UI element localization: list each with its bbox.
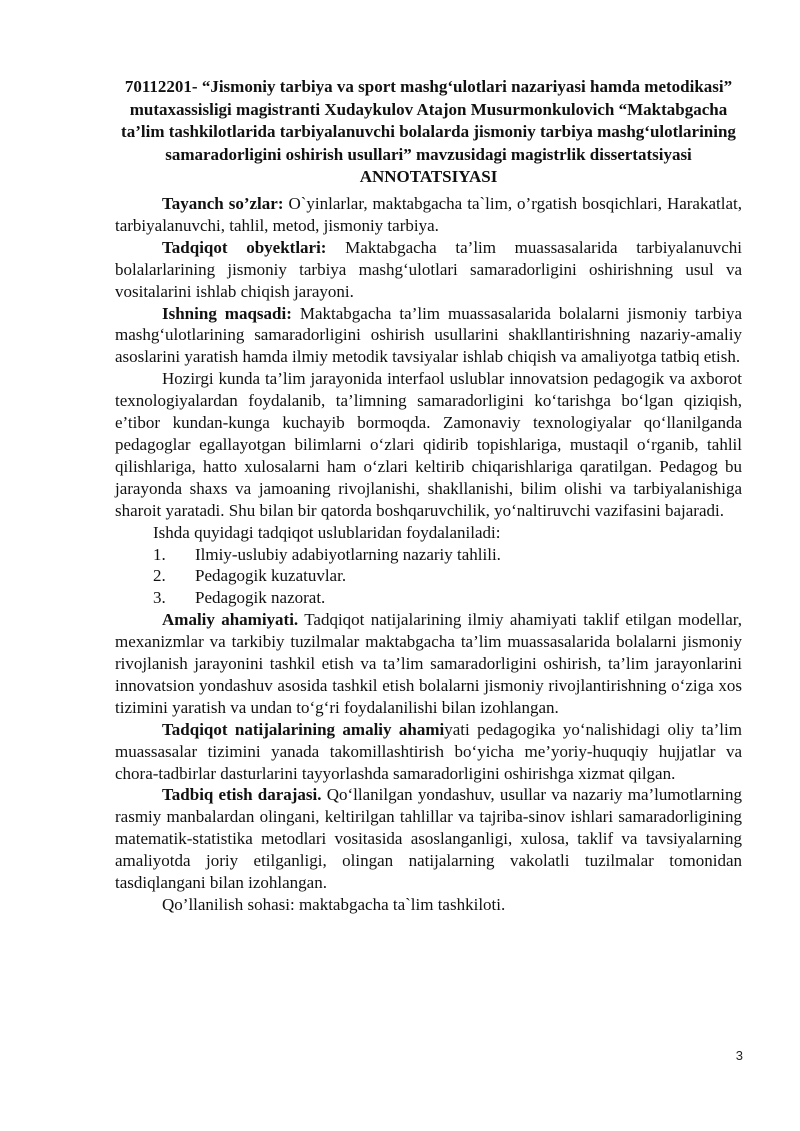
list-item-number: 1. [153,544,166,564]
implementation-paragraph [115,784,742,894]
document-subtitle: ANNOTATSIYASI [359,167,498,186]
practical-paragraph [115,609,742,719]
page-number: 3 [735,1048,743,1063]
methods-list [115,544,742,610]
results-paragraph [115,719,742,785]
objects-paragraph [115,237,742,303]
goal-text: Maktabgacha ta’lim muassasalarida bolalarni jismoniy tarbiya mashg‘ulotlarining samaradorligini oshirish usullarini shakllantirishning nazariy-amaliy asoslarini yaratish hamda ilmiy metodik tavsiyalar ishlab chiqish va amaliyotga tatbiq etish. [115,303,743,367]
keywords-text: O`yinlarlar, maktabgacha ta`lim, o’rgatish bosqichlari, Harakatlat, tarbiyalanuvchi, tahlil, metod, jismoniy tarbiya. [115,194,742,235]
list-item-text: Pedagogik kuzatuvlar. [195,566,347,586]
implementation-label: Tadbiq etish darajasi. [162,785,322,805]
goal-label: Ishning maqsadi: [162,303,292,323]
intro-paragraph: Hozirgi kunda ta’lim jarayonida interfaol uslublar innovatsion pedagogik va axborot texnologiyalardan foydalanib, ta’limning samaradorligini ko‘tarishga bo‘lgan qiziqish, e’tibor kundan-kunga kuchayib bormoqda. Zamonaviy texnologiyalar qo‘llanilganda pedagoglar egallayotgan bilimlarni o‘zlari qidirib topishlariga, mustaqil o‘rganib, tahlil qilishlariga, hatto xulosalarni ham o‘zlari keltirib chiqarishlariga qaratilgan. Pedagog bu jarayonda shaxs va jamoaning rivojlanishi, shakllanishi, bilim olishi va tarbiyalanishiga sharoit yaratadi. Shu bilan bir qatorda boshqaruvchilik, yo‘naltiruvchi vazifasini bajaradi. [115,369,742,520]
document-page [115,76,742,916]
list-item-number: 2. [153,566,166,586]
scope-paragraph: Qo’llanilish sohasi: maktabgacha ta`lim tashkiloti. [162,895,506,914]
goal-paragraph [115,303,742,369]
list-item-text: Pedagogik nazorat. [195,588,326,608]
list-item [115,565,742,587]
practical-text: Tadqiqot natijalarining ilmiy ahamiyati taklif etilgan modellar, mexanizmlar va tarkibiy tuzilmalar maktabgacha ta’lim muassasalarida bolalarni jismoniy rivojlanish jarayonini tashkil etish va ta’lim samaradorligini oshirish, ta’lim jarayonlarini innovatsion yondashuv asosida tashkil etish bolalarni jismoniy rivojlantirishning o‘ziga xos tizimini yaratish va undan to‘g‘ri foydalanilishi bilan izohlangan. [115,610,742,717]
objects-text: Maktabgacha ta’lim muassasalarida tarbiyalanuvchi bolalarlarining jismoniy tarbiya mashg‘ulotlari samaradorligini oshirishning usul va vositalarini ishlab chiqish jarayoni. [115,237,743,301]
list-item-number: 3. [153,588,166,608]
practical-label: Amaliy ahamiyati. [162,610,299,630]
list-item-text: Ilmiy-uslubiy adabiyotlarning nazariy tahlili. [195,544,501,564]
keywords-label: Tayanch so’zlar: [162,194,284,213]
results-label: Tadqiqot natijalarining amaliy ahami [162,719,445,739]
methods-intro: Ishda quyidagi tadqiqot uslublaridan foydalaniladi: [153,522,501,542]
list-item [115,587,742,609]
results-text: yati pedagogika yo‘nalishidagi oliy ta’lim muassasalar tizimini yanada takomillashtirish bo‘yicha me’yoriy-huquqiy hujjatlar va chora-tadbirlar dasturlarini tayyorlashda samaradorligini oshirishga xizmat qilgan. [115,719,742,783]
objects-label: Tadqiqot obyektlari: [162,237,327,257]
implementation-text: Qo‘llanilgan yondashuv, usullar va nazariy ma’lumotlarning rasmiy manbalardan olingani, keltirilgan tahlillar va tajriba-sinov ishlari samaradorligining matematik-statistika metodlari vositasida asoslanganligi, xulosa, taklif va tavsiyalarning amaliyotda joriy etilganligi, olingan natijalarning vakolatli tuzilmalar tomonidan tasdiqlangani bilan izohlangan. [115,785,742,893]
document-title: 70112201- “Jismoniy tarbiya va sport mashg‘ulotlari nazariyasi hamda metodikasi” mutaxassisligi magistranti Xudaykulov Atajon Musurmonkulovich “Maktabgacha ta’lim tashkilotlarida tarbiyalanuvchi bolalarda jismoniy tarbiya mashg‘ulotlarining samaradorligini oshirish usullari” mavzusidagi magistrlik dissertatsiyasi [121,77,736,164]
keywords-paragraph [115,193,742,237]
list-item [115,544,742,566]
